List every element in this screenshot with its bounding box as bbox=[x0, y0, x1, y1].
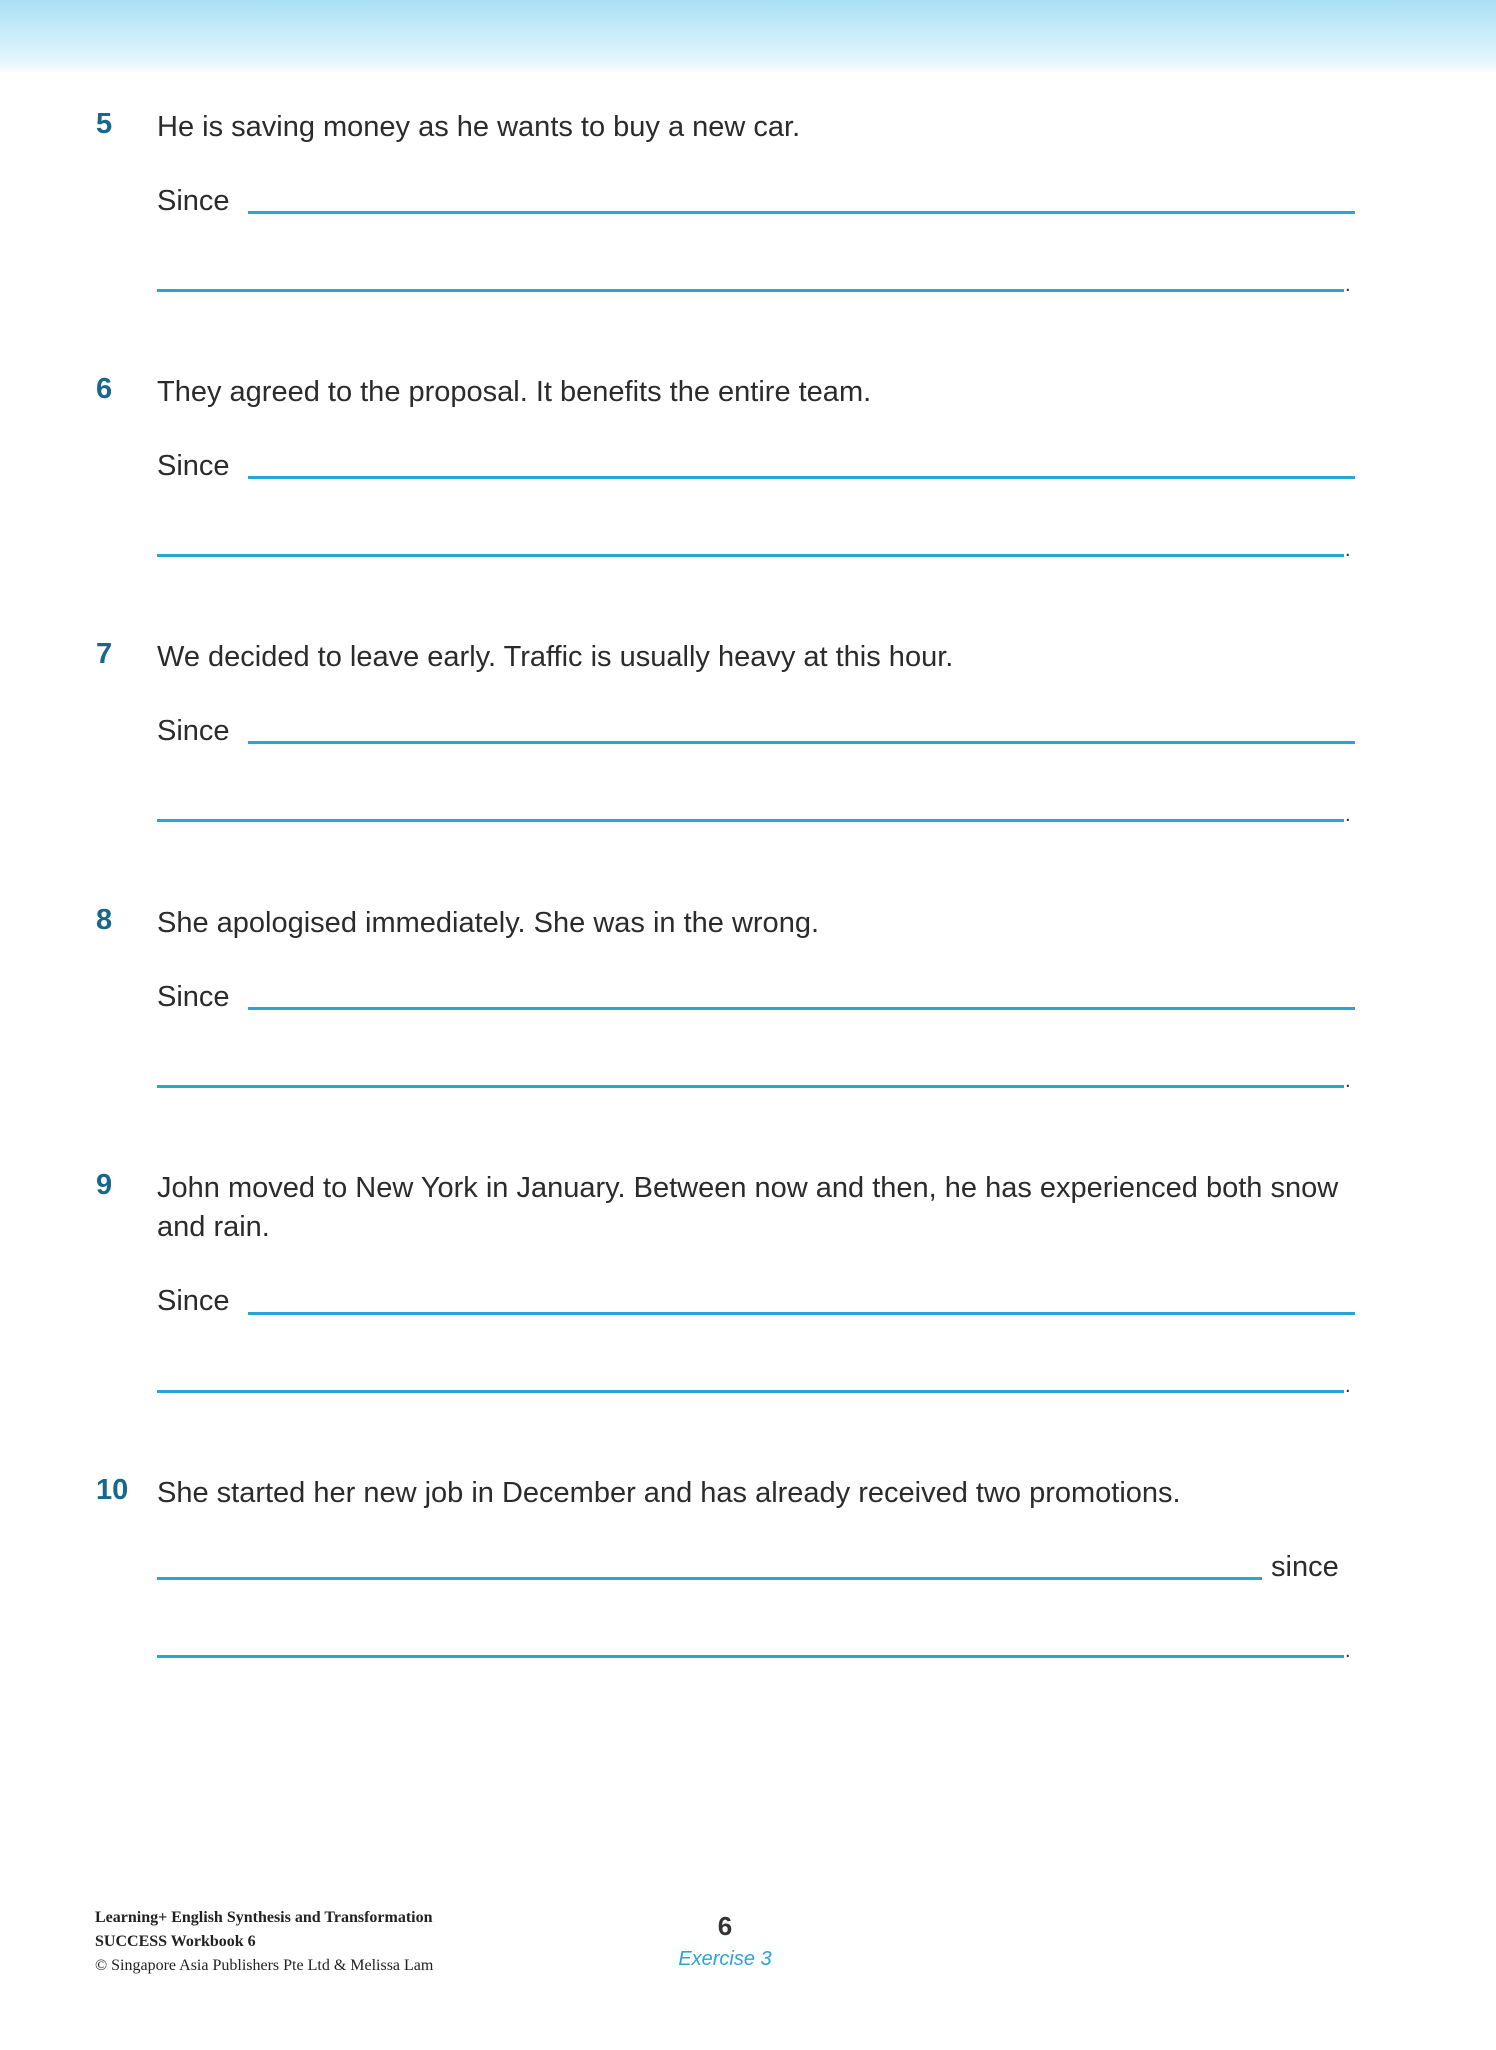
exercise-label: Exercise 3 bbox=[678, 1948, 772, 1970]
answer-line-2[interactable] bbox=[157, 1085, 1344, 1088]
answer-line-2[interactable] bbox=[157, 289, 1344, 292]
question-number: 10 bbox=[96, 1474, 129, 1506]
answer-line-1[interactable] bbox=[248, 741, 1355, 744]
question-text: We decided to leave early. Traffic is usually heavy at this hour. bbox=[157, 641, 954, 673]
since-label: since bbox=[1271, 1551, 1339, 1583]
answer-line-2[interactable] bbox=[157, 1655, 1344, 1658]
full-stop: . bbox=[1345, 274, 1351, 296]
full-stop: . bbox=[1345, 1070, 1351, 1092]
full-stop: . bbox=[1345, 804, 1351, 826]
answer-line-1[interactable] bbox=[248, 1312, 1355, 1315]
question-number: 7 bbox=[96, 638, 113, 670]
since-label: Since bbox=[157, 450, 230, 482]
since-label: Since bbox=[157, 981, 230, 1013]
answer-line-2[interactable] bbox=[157, 1390, 1344, 1393]
full-stop: . bbox=[1345, 1640, 1351, 1662]
since-label: Since bbox=[157, 185, 230, 217]
question-number: 9 bbox=[96, 1169, 113, 1201]
question-text: She started her new job in December and has already received two promotions. bbox=[157, 1477, 1181, 1509]
since-label: Since bbox=[157, 715, 230, 747]
page-number: 6 bbox=[717, 1911, 733, 1941]
answer-line-2[interactable] bbox=[157, 819, 1344, 822]
question-text: He is saving money as he wants to buy a new car. bbox=[157, 111, 801, 143]
since-label: Since bbox=[157, 1285, 230, 1317]
answer-line-2[interactable] bbox=[157, 554, 1344, 557]
footer-book-title: Learning+ English Synthesis and Transformation bbox=[95, 1909, 433, 1926]
question-number: 6 bbox=[96, 373, 113, 405]
question-text: John moved to New York in January. Between now and then, he has experienced both snow and rain. bbox=[157, 1172, 1339, 1243]
header-band bbox=[0, 0, 1496, 74]
answer-line-1[interactable] bbox=[157, 1577, 1262, 1580]
footer-workbook: SUCCESS Workbook 6 bbox=[95, 1933, 256, 1950]
answer-line-1[interactable] bbox=[248, 476, 1355, 479]
footer-copyright: © Singapore Asia Publishers Pte Ltd & Melissa Lam bbox=[95, 1957, 434, 1974]
full-stop: . bbox=[1345, 1375, 1351, 1397]
footer-credits bbox=[95, 1906, 433, 1978]
question-number: 5 bbox=[96, 108, 113, 140]
answer-line-1[interactable] bbox=[248, 211, 1355, 214]
answer-line-1[interactable] bbox=[248, 1007, 1355, 1010]
full-stop: . bbox=[1345, 539, 1351, 561]
question-number: 8 bbox=[96, 904, 113, 936]
question-text: She apologised immediately. She was in the wrong. bbox=[157, 907, 820, 939]
question-text: They agreed to the proposal. It benefits the entire team. bbox=[157, 376, 872, 408]
